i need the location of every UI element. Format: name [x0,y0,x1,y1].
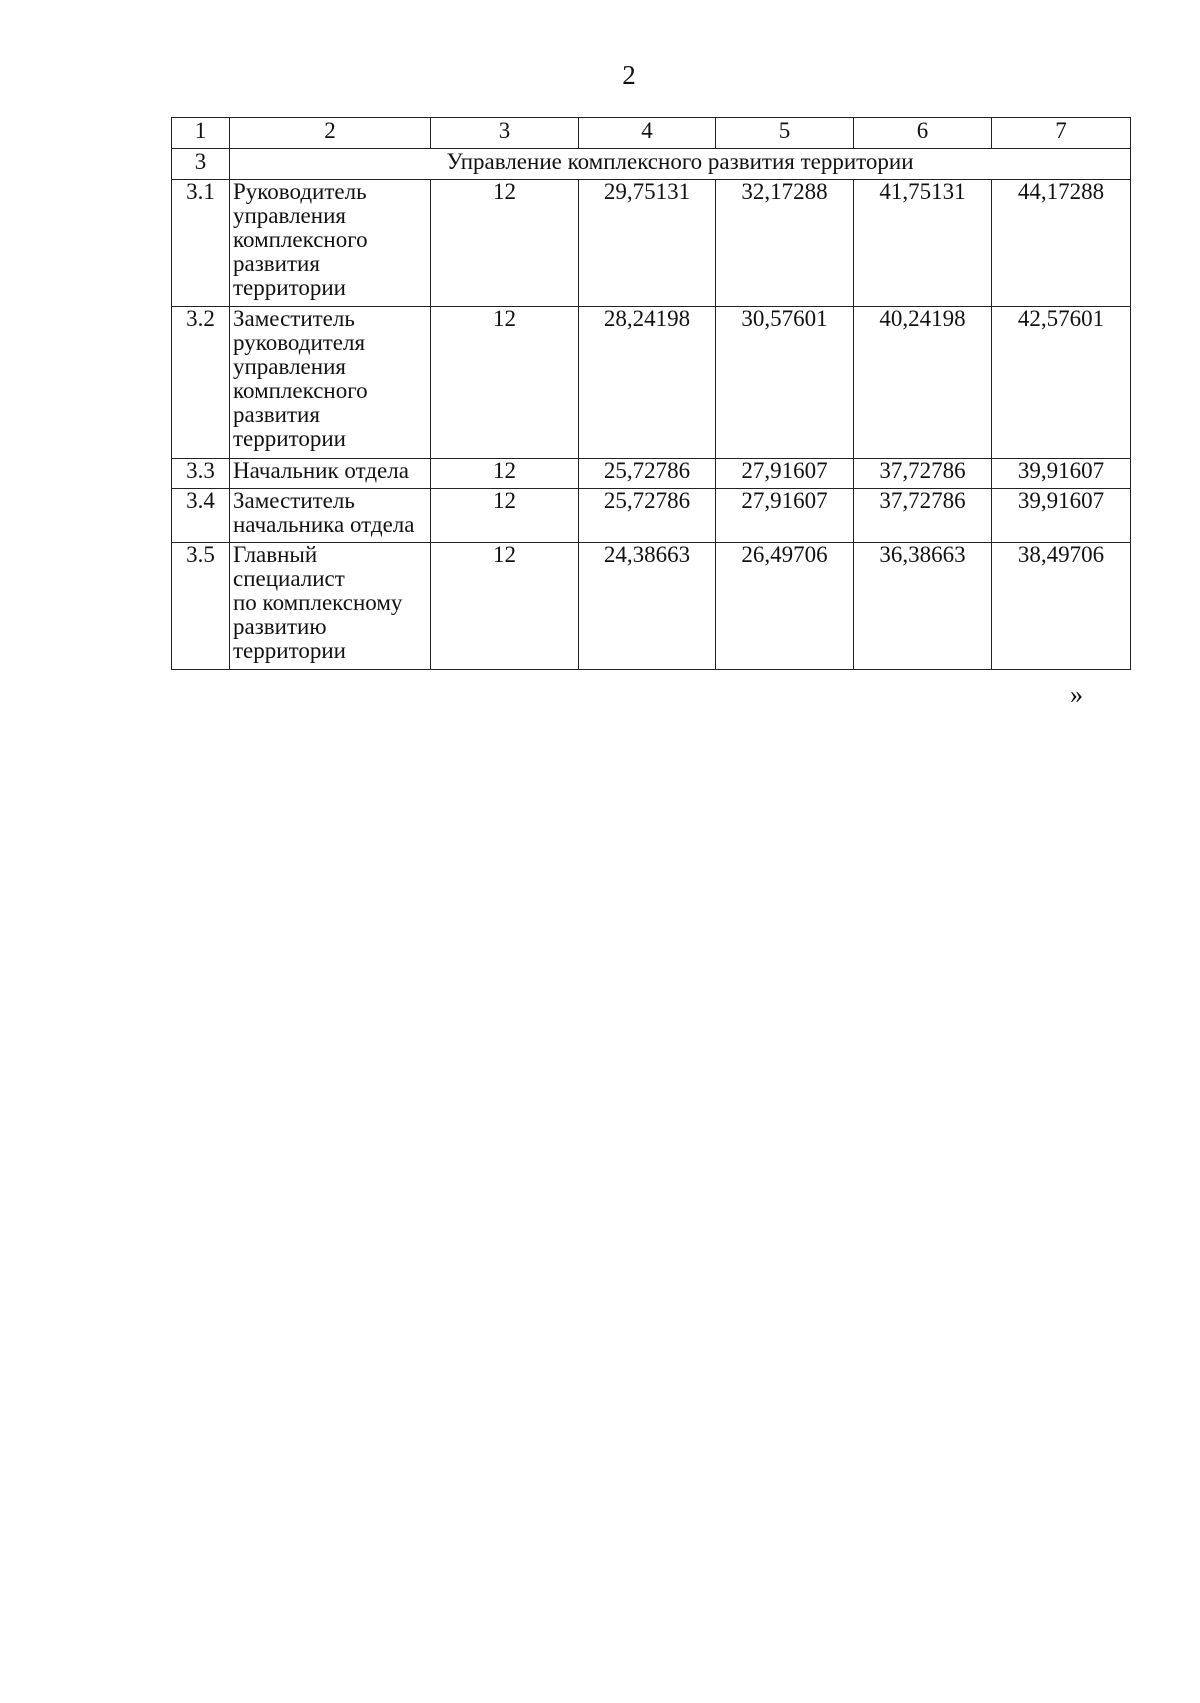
position-name-line: начальника отдела [233,512,415,537]
value-cell: 36,38663 [854,543,992,670]
value-cell: 38,49706 [992,543,1131,670]
value-cell: 32,17288 [716,180,854,307]
salary-table [171,117,1131,670]
value-cell: 12 [431,459,579,489]
column-number: 2 [230,118,431,149]
position-name-line: территории [233,638,346,663]
table-row [172,180,1131,307]
value-cell: 39,91607 [992,459,1131,489]
position-name-line: комплексного [233,378,368,403]
position-name-line: руководителя [233,330,366,355]
closing-quote: » [1070,680,1083,709]
position-name-line: развитию [233,614,327,639]
value-cell: 40,24198 [854,307,992,459]
value-cell: 12 [431,180,579,307]
value-cell: 24,38663 [579,543,716,670]
position-name-line: по комплексному [233,590,403,615]
position-name [230,180,431,307]
table-row [172,307,1131,459]
position-name-line: специалист [233,566,345,591]
column-number: 7 [992,118,1131,149]
value-cell: 29,75131 [579,180,716,307]
value-cell: 25,72786 [579,489,716,543]
position-name-line: развития [233,251,320,276]
position-name-line: Заместитель [233,306,355,331]
position-name-line: Начальник отдела [233,458,409,483]
value-cell: 39,91607 [992,489,1131,543]
column-number: 3 [431,118,579,149]
row-number: 3.3 [172,459,230,489]
position-name-line: территории [233,426,346,451]
section-number: 3 [172,149,230,180]
value-cell: 37,72786 [854,459,992,489]
column-number: 6 [854,118,992,149]
value-cell: 30,57601 [716,307,854,459]
column-number: 5 [716,118,854,149]
row-number: 3.1 [172,180,230,307]
position-name-line: Руководитель [233,179,367,204]
page-number: 2 [622,60,636,90]
column-number: 1 [172,118,230,149]
value-cell: 26,49706 [716,543,854,670]
position-name-line: развития [233,402,320,427]
position-name [230,459,431,489]
value-cell: 12 [431,307,579,459]
value-cell: 37,72786 [854,489,992,543]
position-name [230,543,431,670]
value-cell: 28,24198 [579,307,716,459]
section-row [172,149,1131,180]
section-title: Управление комплексного развития территории [230,149,1131,180]
value-cell: 12 [431,489,579,543]
position-name-line: территории [233,275,346,300]
table-row [172,543,1131,670]
row-number: 3.4 [172,489,230,543]
value-cell: 41,75131 [854,180,992,307]
value-cell: 27,91607 [716,489,854,543]
value-cell: 42,57601 [992,307,1131,459]
table-row [172,489,1131,543]
row-number: 3.5 [172,543,230,670]
position-name-line: управления [233,354,346,379]
position-name-line: Главный [233,542,318,567]
position-name-line: комплексного [233,227,368,252]
value-cell: 44,17288 [992,180,1131,307]
position-name [230,489,431,543]
value-cell: 27,91607 [716,459,854,489]
row-number: 3.2 [172,307,230,459]
value-cell: 12 [431,543,579,670]
value-cell: 25,72786 [579,459,716,489]
column-number-row [172,118,1131,149]
position-name-line: управления [233,203,346,228]
position-name [230,307,431,459]
column-number: 4 [579,118,716,149]
table-row [172,459,1131,489]
position-name-line: Заместитель [233,488,355,513]
